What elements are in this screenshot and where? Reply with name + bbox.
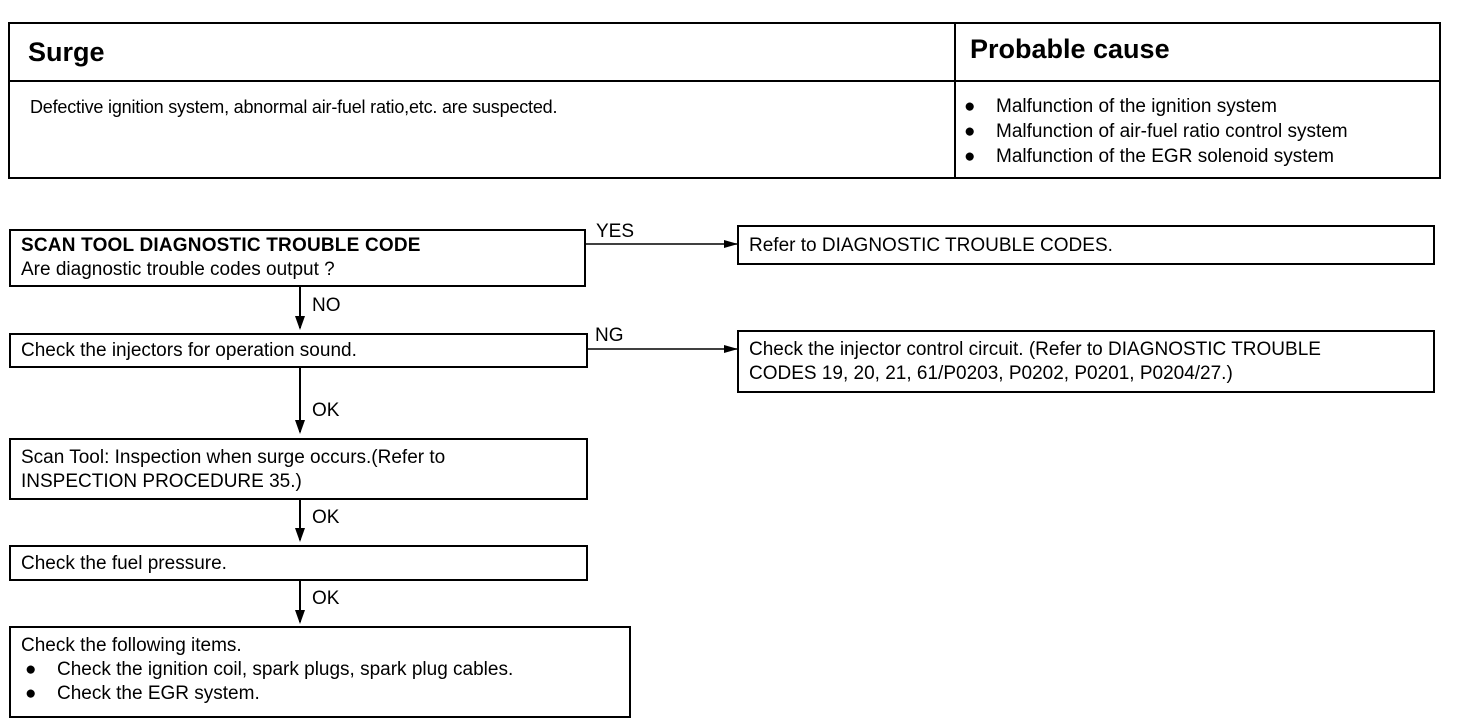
scan-tool-dtc-box xyxy=(9,229,586,287)
surge-inspection-line-2: INSPECTION PROCEDURE 35.) xyxy=(21,471,302,492)
surge-inspection-line-1: Scan Tool: Inspection when surge occurs.(Refer to xyxy=(21,447,446,468)
no-label: NO xyxy=(312,295,341,316)
check-item-text: Check the EGR system. xyxy=(57,683,260,704)
refer-dtc-box xyxy=(737,225,1435,265)
yes-label: YES xyxy=(596,221,635,242)
check-injectors-text: Check the injectors for operation sound. xyxy=(21,340,357,361)
bullet-icon: ● xyxy=(964,96,976,117)
check-injectors-box xyxy=(9,333,588,368)
fuel-pressure-box xyxy=(9,545,588,581)
scan-tool-dtc-title: SCAN TOOL DIAGNOSTIC TROUBLE CODE xyxy=(21,235,421,256)
symptom-description: Defective ignition system, abnormal air-fuel ratio,etc. are suspected. xyxy=(30,97,558,117)
ok-arrowhead-3 xyxy=(295,610,305,624)
ok-label-1: OK xyxy=(312,400,340,421)
check-item-text: Check the ignition coil, spark plugs, spark plug cables. xyxy=(57,659,514,680)
no-arrowhead xyxy=(295,316,305,330)
symptom-title: Surge xyxy=(28,37,105,67)
bullet-icon: ● xyxy=(964,146,976,167)
check-item xyxy=(21,682,619,706)
probable-cause-title: Probable cause xyxy=(970,34,1170,64)
ok-arrowhead-1 xyxy=(295,420,305,434)
bullet-icon: ● xyxy=(25,683,37,704)
check-item xyxy=(21,658,619,682)
cause-item-text: Malfunction of air-fuel ratio control system xyxy=(996,121,1348,142)
cause-item-text: Malfunction of the EGR solenoid system xyxy=(996,146,1334,167)
injector-circuit-box xyxy=(737,330,1435,393)
ok-arrowhead-2 xyxy=(295,528,305,542)
injector-circuit-line-1: Check the injector control circuit. (Refer to DIAGNOSTIC TROUBLE xyxy=(749,339,1321,360)
ok-label-2: OK xyxy=(312,507,340,528)
check-items-heading: Check the following items. xyxy=(21,635,242,656)
ok-label-3: OK xyxy=(312,588,340,609)
fuel-pressure-text: Check the fuel pressure. xyxy=(21,553,227,574)
bullet-icon: ● xyxy=(25,659,37,680)
bullet-icon: ● xyxy=(964,121,976,142)
scan-tool-dtc-question: Are diagnostic trouble codes output ? xyxy=(21,259,335,280)
cause-item-text: Malfunction of the ignition system xyxy=(996,96,1277,117)
injector-circuit-line-2: CODES 19, 20, 21, 61/P0203, P0202, P0201, P0204/27.) xyxy=(749,363,1233,384)
ng-label: NG xyxy=(595,325,624,346)
check-items-list xyxy=(21,658,619,706)
surge-inspection-box xyxy=(9,438,588,500)
check-items-box xyxy=(9,626,631,718)
refer-dtc-text: Refer to DIAGNOSTIC TROUBLE CODES. xyxy=(749,235,1113,256)
